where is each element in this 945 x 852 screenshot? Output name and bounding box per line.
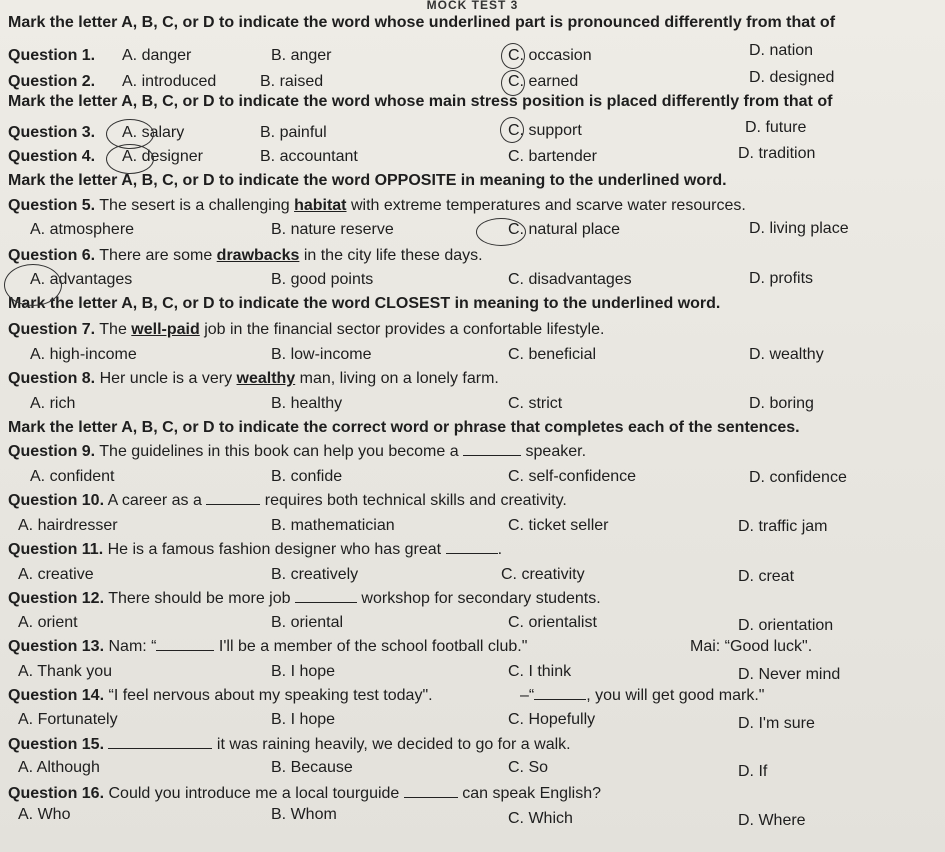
q15-option-b: B. Because (271, 759, 353, 776)
q8-option-a: A. rich (30, 395, 76, 412)
question-label: Question 12. (8, 590, 105, 607)
q12-option-a: A. orient (18, 614, 78, 631)
q8-option-c: C. strict (508, 395, 563, 412)
q9-option-b: B. confide (271, 468, 343, 485)
question-text: in the city life these days. (299, 247, 483, 264)
q6-option-d: D. profits (749, 270, 814, 287)
question-text: it was raining heavily, we decided to go for a walk. (212, 736, 571, 753)
q15-option-c: C. So (508, 759, 549, 776)
q14-option-c: C. Hopefully (508, 711, 596, 728)
answer-circle-mark (106, 144, 154, 174)
question-11 (8, 541, 502, 559)
question-label: Question 5. (8, 197, 96, 214)
answer-blank (463, 443, 521, 456)
q16-option-c: C. Which (508, 810, 573, 827)
question-2 (8, 73, 95, 91)
q6-option-a: A. advantages (30, 271, 133, 288)
q9-option-c: C. self-confidence (508, 468, 637, 485)
question-text: The (99, 321, 132, 338)
underlined-word: wealthy (236, 370, 296, 387)
question-text: with extreme temperatures and scarve water resources. (346, 197, 746, 214)
question-label: Question 10. (8, 492, 105, 509)
question-text: The sesert is a challenging (99, 197, 295, 214)
question-text: requires both technical skills and creativity. (260, 492, 567, 509)
q10-option-c: C. ticket seller (508, 517, 609, 534)
q8-option-b: B. healthy (271, 395, 343, 412)
answer-blank (404, 785, 458, 798)
q14-response (520, 687, 764, 705)
question-text: He is a famous fashion designer who has great (107, 541, 446, 558)
q16-option-b: B. Whom (271, 806, 337, 823)
q1-option-c: C. occasion (508, 47, 592, 64)
answer-circle-mark (476, 218, 526, 246)
question-label: Question 8. (8, 370, 96, 387)
q7-option-d: D. wealthy (749, 346, 824, 363)
question-label: Question 3. (8, 124, 96, 141)
q7-option-c: C. beneficial (508, 346, 597, 363)
answer-blank (534, 687, 586, 700)
q7-option-a: A. high-income (30, 346, 137, 363)
question-3 (8, 124, 95, 142)
answer-circle-mark (501, 70, 525, 96)
q8-option-d: D. boring (749, 395, 814, 412)
q10-option-b: B. mathematician (271, 517, 395, 534)
question-1 (8, 47, 95, 65)
answer-blank (446, 541, 498, 554)
question-label: Question 4. (8, 148, 96, 165)
question-text: Nam: “ (108, 638, 157, 655)
q13-mai-reply: Mai: “Good luck". (690, 638, 813, 655)
question-9 (8, 443, 586, 461)
q5-option-d: D. living place (749, 220, 849, 237)
question-text: , you will get good mark." (586, 687, 765, 704)
q5-option-c: C. natural place (508, 221, 621, 238)
answer-circle-mark (501, 43, 525, 69)
question-4 (8, 148, 95, 166)
question-label: Question 1. (8, 47, 96, 64)
q15-option-a: A. Although (18, 759, 100, 776)
question-text: workshop for secondary students. (356, 590, 601, 607)
question-label: Question 13. (8, 638, 105, 655)
q14-option-b: B. I hope (271, 711, 336, 728)
q10-option-d: D. traffic jam (738, 518, 828, 535)
q15-option-d: D. If (738, 763, 768, 780)
question-text: . (497, 541, 503, 558)
section-5-instruction: Mark the letter A, B, C, or D to indicate the correct word or phrase that completes each of the sentences. (8, 419, 800, 436)
q1-option-a: A. danger (122, 47, 192, 64)
underlined-word: drawbacks (216, 247, 300, 264)
section-4-instruction: Mark the letter A, B, C, or D to indicate the word CLOSEST in meaning to the underlined word. (8, 295, 721, 312)
q4-option-c: C. bartender (508, 148, 597, 165)
q12-option-d: D. orientation (738, 617, 834, 634)
underlined-word: habitat (294, 197, 347, 214)
question-15 (8, 736, 571, 754)
answer-blank (295, 590, 357, 603)
q2-option-a: A. introduced (122, 73, 217, 90)
question-text: –“ (520, 687, 535, 704)
question-text: The guidelines in this book can help you become a (99, 443, 464, 460)
question-label: Question 15. (8, 736, 105, 753)
q12-option-c: C. orientalist (508, 614, 597, 631)
q5-option-b: B. nature reserve (271, 221, 394, 238)
question-7 (8, 321, 604, 339)
q11-option-a: A. creative (18, 566, 94, 583)
q2-option-b: B. raised (260, 73, 324, 90)
q6-option-b: B. good points (271, 271, 374, 288)
question-text: can speak English? (457, 785, 601, 802)
question-text: man, living on a lonely farm. (295, 370, 499, 387)
q5-option-a: A. atmosphere (30, 221, 135, 238)
q7-option-b: B. low-income (271, 346, 372, 363)
question-text: Her uncle is a very (99, 370, 237, 387)
question-label: Question 9. (8, 443, 96, 460)
question-text: I'll be a member of the school football club." (214, 638, 528, 655)
q9-option-d: D. confidence (749, 469, 847, 486)
question-label: Question 11. (8, 541, 104, 558)
q12-option-b: B. oriental (271, 614, 344, 631)
question-text: speaker. (521, 443, 587, 460)
question-text: There are some (99, 247, 217, 264)
q14-option-a: A. Fortunately (18, 711, 118, 728)
q9-option-a: A. confident (30, 468, 115, 485)
question-text: Could you introduce me a local tourguide (108, 785, 404, 802)
section-2-instruction: Mark the letter A, B, C, or D to indicate the word whose main stress position is placed differently from that of (8, 93, 833, 110)
question-label: Question 2. (8, 73, 96, 90)
q13-option-b: B. I hope (271, 663, 336, 680)
page-title: MOCK TEST 3 (426, 0, 519, 12)
q14-option-d: D. I'm sure (738, 715, 815, 732)
q16-option-d: D. Where (738, 812, 806, 829)
q13-option-a: A. Thank you (18, 663, 112, 680)
question-13 (8, 638, 527, 656)
question-text: job in the financial sector provides a confortable lifestyle. (199, 321, 605, 338)
q16-option-a: A. Who (18, 806, 71, 823)
q3-option-b: B. painful (260, 124, 327, 141)
section-1-instruction: Mark the letter A, B, C, or D to indicate the word whose underlined part is pronounced differently from that of (8, 14, 836, 31)
q2-option-c: C. earned (508, 73, 579, 90)
question-14 (8, 687, 433, 705)
question-label: Question 16. (8, 785, 105, 802)
question-10 (8, 492, 567, 510)
question-text: “I feel nervous about my speaking test today". (108, 687, 433, 704)
q3-option-d: D. future (745, 119, 807, 136)
underlined-word: well-paid (131, 321, 200, 338)
q1-option-d: D. nation (749, 42, 814, 59)
question-label: Question 7. (8, 321, 96, 338)
question-label: Question 14. (8, 687, 105, 704)
question-label: Question 6. (8, 247, 96, 264)
q4-option-a: A. designer (122, 148, 203, 165)
q3-option-a: A. salary (122, 124, 185, 141)
q11-option-c: C. creativity (501, 566, 585, 583)
question-text: A career as a (107, 492, 207, 509)
q4-option-b: B. accountant (260, 148, 358, 165)
question-5 (8, 197, 746, 215)
question-16 (8, 785, 601, 803)
q2-option-d: D. designed (749, 69, 835, 86)
q6-option-c: C. disadvantages (508, 271, 632, 288)
question-text: There should be more job (108, 590, 295, 607)
answer-blank (206, 492, 260, 505)
section-3-instruction: Mark the letter A, B, C, or D to indicate the word OPPOSITE in meaning to the underlined word. (8, 172, 727, 189)
q1-option-b: B. anger (271, 47, 332, 64)
q10-option-a: A. hairdresser (18, 517, 118, 534)
answer-circle-mark (500, 117, 524, 143)
q11-option-b: B. creatively (271, 566, 359, 583)
q4-option-d: D. tradition (738, 145, 816, 162)
answer-circle-mark (4, 264, 62, 306)
answer-blank (108, 736, 212, 749)
q13-option-c: C. I think (508, 663, 572, 680)
question-6 (8, 247, 483, 265)
q11-option-d: D. creat (738, 568, 795, 585)
answer-blank (156, 638, 214, 651)
question-12 (8, 590, 601, 608)
q13-option-d: D. Never mind (738, 666, 841, 683)
question-8 (8, 370, 499, 388)
q3-option-c: C. support (508, 122, 582, 139)
